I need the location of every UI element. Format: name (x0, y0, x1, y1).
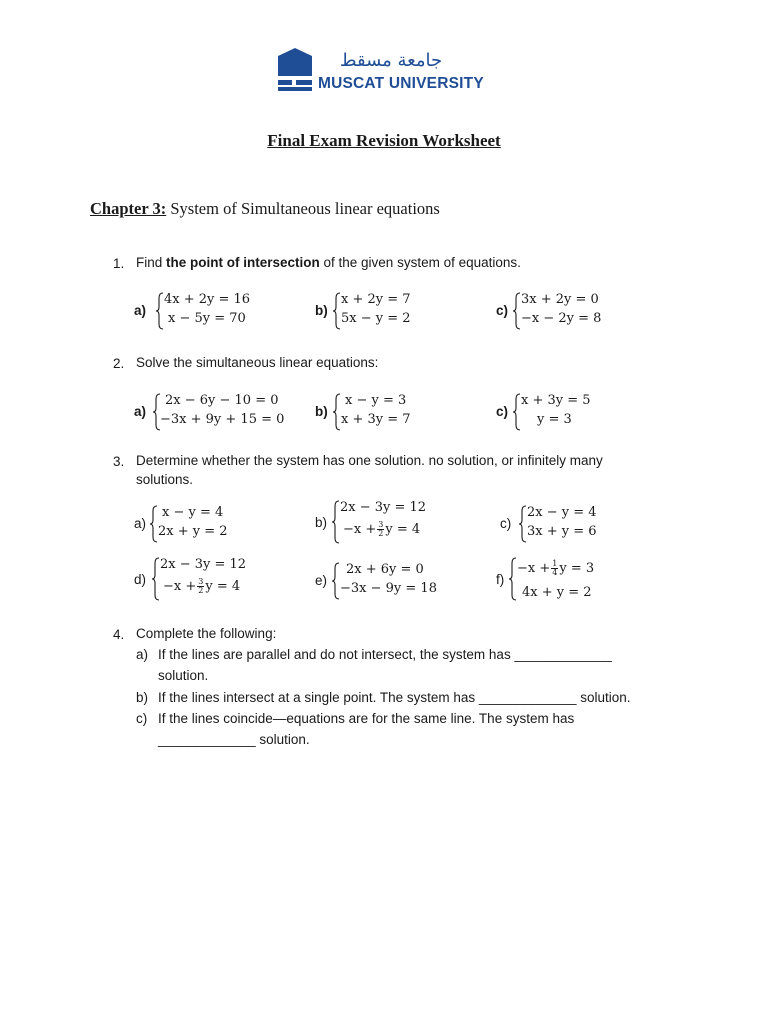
equation-2: 5x − y = 2 (341, 311, 411, 326)
item-b-text: If the lines intersect at a single point. The system has _____________ solution. (158, 690, 631, 705)
university-logo (276, 48, 484, 96)
system-3a (134, 505, 244, 545)
question-number-4: 4. (113, 627, 125, 642)
system-label: a) (134, 516, 147, 531)
equation-2: y = 3 (537, 412, 572, 427)
fraction: $\frac{1}{4}$ (552, 559, 558, 577)
equation-1: x − y = 4 (162, 505, 224, 520)
system-label: c) (500, 516, 512, 531)
equation-1: 2x − 3y = 12 (340, 500, 427, 515)
equation-1: 4x + 2y = 16 (164, 292, 251, 307)
question-1-text: Find the point of intersection of the given system of equations. (136, 255, 521, 270)
question-2-text: Solve the simultaneous linear equations: (136, 355, 379, 370)
chapter-heading (90, 199, 440, 219)
equation-1: 3x + 2y = 0 (521, 292, 599, 307)
system-label: c) (496, 303, 509, 318)
equation-2: x − 5y = 70 (168, 311, 246, 326)
chapter-name: System of Simultaneous linear equations (170, 199, 440, 218)
system-2c (496, 393, 606, 433)
equation-2: 2x + y = 2 (158, 524, 228, 539)
equation-1: x − y = 3 (345, 393, 407, 408)
equation-2: −x + $\frac{3}{2}$ y = 4 (343, 520, 421, 538)
fraction: $\frac{3}{2}$ (198, 577, 204, 595)
system-3e (315, 562, 445, 602)
equation-2: −3x − 9y = 18 (340, 581, 437, 596)
equation-2: 3x + y = 6 (527, 524, 597, 539)
system-label: e) (315, 573, 328, 588)
logo-english-name: MUSCAT UNIVERSITY (318, 75, 484, 92)
fraction: $\frac{3}{2}$ (378, 520, 384, 538)
system-2b (315, 393, 425, 433)
logo-arabic-name: جامعة مسقط (339, 50, 443, 71)
system-1b (315, 292, 425, 332)
system-2a (134, 393, 294, 433)
equation-2: x + 3y = 7 (341, 412, 411, 427)
system-3f (496, 557, 616, 603)
question-number-2: 2. (113, 356, 125, 371)
equation-1: 2x − 3y = 12 (160, 557, 247, 572)
system-label: f) (496, 572, 505, 587)
equation-1: x + 3y = 5 (521, 393, 591, 408)
system-label: a) (134, 404, 147, 419)
equation-2: −x + $\frac{3}{2}$ y = 4 (163, 577, 241, 595)
building-logo-icon (276, 48, 314, 92)
system-1a (134, 292, 284, 332)
system-label: a) (134, 303, 147, 318)
system-3d (134, 557, 264, 603)
equation-1: −x + $\frac{1}{4}$ y = 3 (517, 559, 595, 577)
item-label-c: c) (136, 711, 148, 726)
system-label: b) (315, 404, 328, 419)
equation-1: 2x − y = 4 (527, 505, 597, 520)
system-label: b) (315, 515, 328, 530)
item-label-a: a) (136, 647, 149, 662)
item-label-b: b) (136, 690, 149, 705)
question-4-text: Complete the following: (136, 626, 277, 641)
system-3c (500, 505, 610, 545)
item-c-text: If the lines coincide—equations are for the same line. The system has _____________ solution. (158, 711, 575, 747)
system-3b (315, 500, 445, 546)
question-number-3: 3. (113, 454, 125, 469)
equation-1: x + 2y = 7 (341, 292, 411, 307)
equation-1: 2x − 6y − 10 = 0 (165, 393, 279, 408)
question-number-1: 1. (113, 256, 125, 271)
system-1c (496, 292, 616, 332)
system-label: b) (315, 303, 328, 318)
item-a-text: If the lines are parallel and do not intersect, the system has _____________ solution. (158, 647, 613, 683)
equation-2: −x − 2y = 8 (521, 311, 602, 326)
equation-2: −3x + 9y + 15 = 0 (160, 412, 285, 427)
question-3-text: Determine whether the system has one solution. no solution, or infinitely many solutions. (136, 453, 603, 487)
chapter-label: Chapter 3: (90, 199, 167, 218)
system-label: d) (134, 572, 147, 587)
system-label: c) (496, 404, 509, 419)
question-1-emphasis: the point of intersection (166, 255, 320, 270)
page-title: Final Exam Revision Worksheet (267, 131, 501, 150)
equation-1: 2x + 6y = 0 (346, 562, 424, 577)
equation-2: 4x + y = 2 (522, 585, 592, 600)
